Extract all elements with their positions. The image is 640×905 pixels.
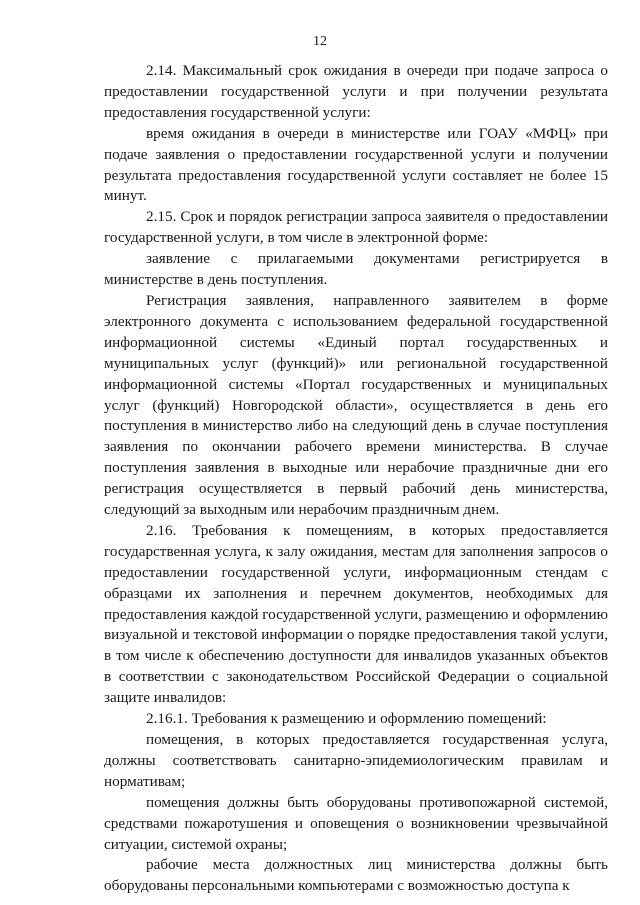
paragraph-fire-safety: помещения должны быть оборудованы противопожарной системой, средствами пожаротушения и оповещения о возникновении чрезвычайной ситуации, системой охраны; <box>104 793 608 853</box>
document-body <box>104 61 608 897</box>
paragraph-2-15: 2.15. Срок и порядок регистрации запроса заявителя о предоставлении государственной услуги, в том числе в электронной форме: <box>104 208 608 247</box>
paragraph-waiting-time: время ожидания в очереди в министерстве или ГОАУ «МФЦ» при подаче заявления о предоставлении государственной услуги и получении результата предоставления государственной услуги составляет не более 15 минут. <box>104 124 608 205</box>
paragraph-2-14: 2.14. Максимальный срок ожидания в очереди при подаче запроса о предоставлении государственной услуги и при получении результата предоставления государственной услуги: <box>104 62 608 121</box>
paragraph-sanitary-rules: помещения, в которых предоставляется государственная услуга, должны соответствовать санитарно-эпидемиологическим правилам и нормативам; <box>104 731 608 790</box>
paragraph-registration-day: заявление с прилагаемыми документами регистрируется в министерстве в день поступления. <box>104 250 608 289</box>
paragraph-2-16: 2.16. Требования к помещениям, в которых предоставляется государственная услуга, к залу ожидания, местам для заполнения запросов о предоставлении государственной услуги, информационным стендам с образцами их заполнения и перечнем документов, необходимых для предоставления каждой государственной услуги, размещению и оформлению визуальной и текстовой информации о порядке предоставления такой услуги, в том числе к обеспечению доступности для инвалидов указанных объектов в соответствии с законодательством Российской Федерации о социальной защите инвалидов: <box>104 521 608 707</box>
paragraph-2-16-1: 2.16.1. Требования к размещению и оформлению помещений: <box>146 710 547 728</box>
paragraph-workplaces: рабочие места должностных лиц министерства должны быть оборудованы персональными компьютерами с возможностью доступа к <box>104 856 608 895</box>
page-number: 12 <box>313 34 327 49</box>
paragraph-electronic-registration: Регистрация заявления, направленного заявителем в форме электронного документа с использованием федеральной государственной информационной системы «Единый портал государственных и муниципальных услуг (функций)» или региональной государственной информационной системы «Портал государственных и муниципальных услуг (функций) Новгородской области», осуществляется в день его поступления в министерство либо на следующий день в случае поступления заявления по окончании рабочего времени министерства. В случае поступления заявления в выходные или нерабочие праздничные дни его регистрация осуществляется в первый рабочий день министерства, следующий за выходным или нерабочим праздничным днем. <box>104 291 608 519</box>
